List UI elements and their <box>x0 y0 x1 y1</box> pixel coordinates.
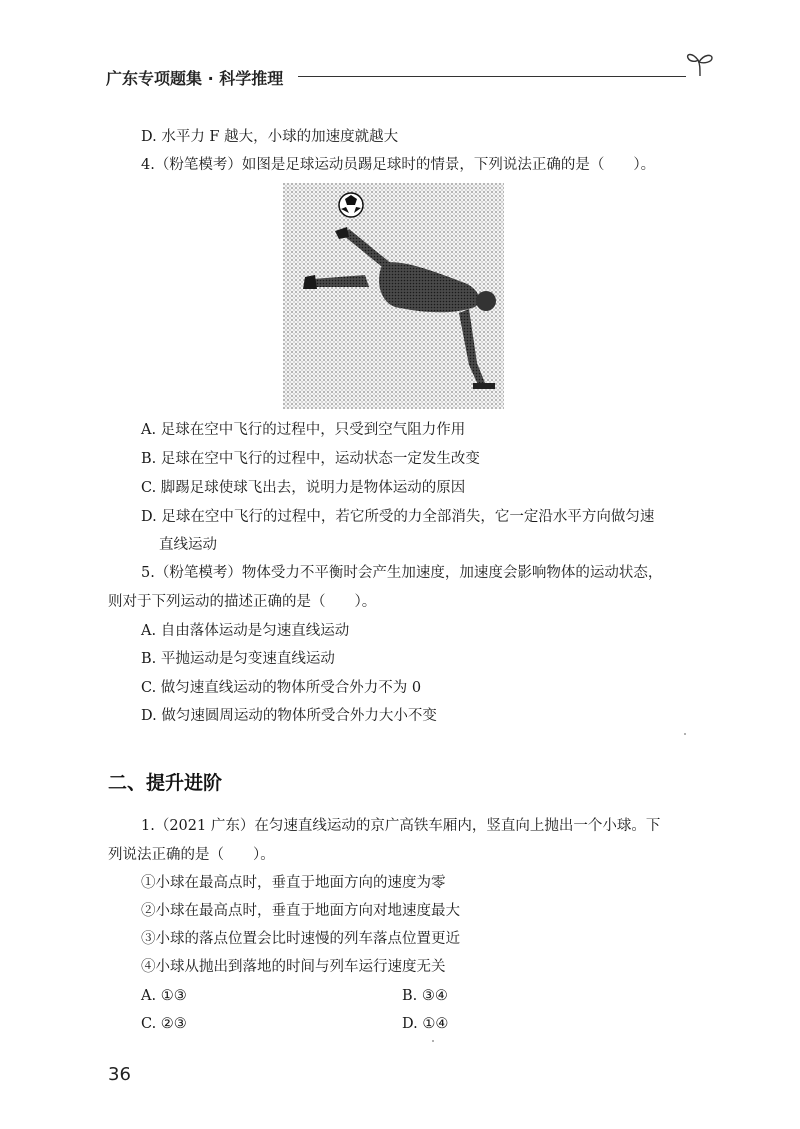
q5-option-c: C. 做匀速直线运动的物体所受合外力不为 0 <box>141 680 422 696</box>
running-header-title: 广东专项题集 · 科学推理 <box>106 69 284 88</box>
section-title: 二、提升进阶 <box>108 772 223 794</box>
q4-option-d-line1: D. 足球在空中飞行的过程中，若它所受的力全部消失，它一定沿水平方向做匀速 <box>141 509 655 525</box>
q4-option-a: A. 足球在空中飞行的过程中，只受到空气阻力作用 <box>141 422 466 438</box>
q5-option-d: D. 做匀速圆周运动的物体所受合外力大小不变 <box>141 708 437 724</box>
header-rule <box>298 76 686 77</box>
q4-stem: 4.（粉笔模考）如图是足球运动员踢足球时的情景，下列说法正确的是（ ）。 <box>141 157 656 173</box>
s2q1-stem-line2: 列说法正确的是（ ）。 <box>108 847 275 863</box>
s2q1-option-b: B. ③④ <box>402 988 448 1004</box>
q3-option-d: D. 水平力 F 越大，小球的加速度就越大 <box>141 129 399 145</box>
q4-option-d-line2: 直线运动 <box>159 537 217 553</box>
q5-stem-line1: 5.（粉笔模考）物体受力不平衡时会产生加速度，加速度会影响物体的运动状态， <box>141 565 663 581</box>
q5-option-b: B. 平抛运动是匀变速直线运动 <box>141 651 335 667</box>
scan-speck <box>432 1040 434 1042</box>
q4-option-c: C. 脚踢足球使球飞出去，说明力是物体运动的原因 <box>141 480 466 496</box>
q4-option-b: B. 足球在空中飞行的过程中，运动状态一定发生改变 <box>141 451 480 467</box>
s2q1-statement-4: ④小球从抛出到落地的时间与列车运行速度无关 <box>141 959 446 975</box>
scan-speck <box>684 733 686 735</box>
s2q1-option-c: C. ②③ <box>141 1016 187 1032</box>
s2q1-option-d: D. ①④ <box>402 1016 449 1032</box>
s2q1-option-a: A. ①③ <box>141 988 187 1004</box>
q5-stem-line2: 则对于下列运动的描述正确的是（ ）。 <box>108 594 377 610</box>
soccer-player-kick-photo <box>283 183 504 409</box>
page-number: 36 <box>108 1064 131 1085</box>
s2q1-statement-2: ②小球在最高点时，垂直于地面方向对地速度最大 <box>141 903 460 919</box>
q5-option-a: A. 自由落体运动是匀速直线运动 <box>141 623 350 639</box>
sprout-icon <box>684 48 716 78</box>
s2q1-stem-line1: 1.（2021 广东）在匀速直线运动的京广高铁车厢内，竖直向上抛出一个小球。下 <box>141 818 661 834</box>
s2q1-statement-1: ①小球在最高点时，垂直于地面方向的速度为零 <box>141 875 446 891</box>
s2q1-statement-3: ③小球的落点位置会比时速慢的列车落点位置更近 <box>141 931 460 947</box>
